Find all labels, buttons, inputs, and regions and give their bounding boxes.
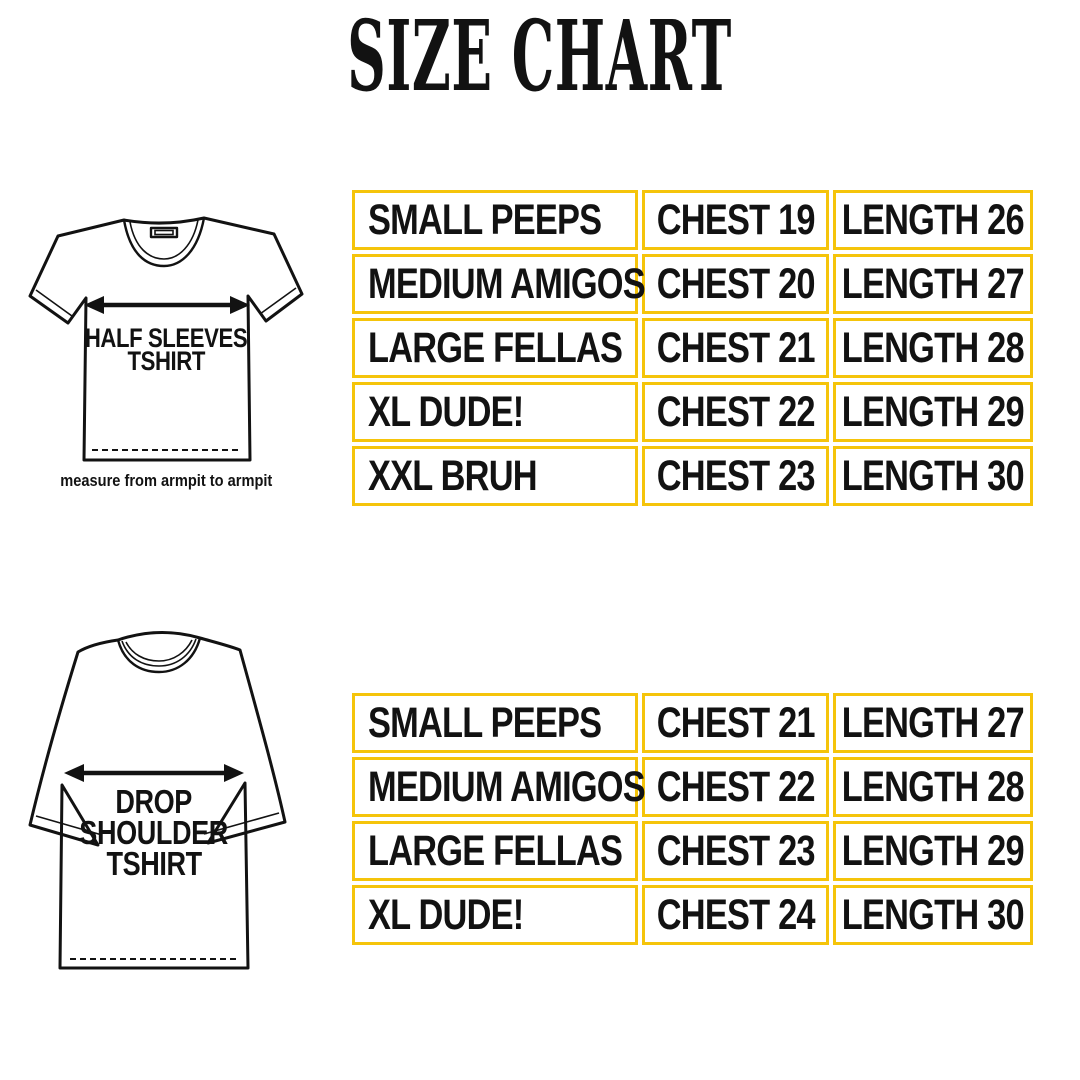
page-title bbox=[0, 0, 1080, 113]
measure-caption: measure from armpit to armpit bbox=[59, 471, 273, 490]
half-sleeves-label bbox=[46, 323, 286, 376]
table-cell-size: MEDIUM AMIGOS bbox=[352, 254, 638, 314]
drop-shoulder-label-line3: TSHIRT bbox=[106, 845, 202, 882]
table-cell-length: LENGTH 29 bbox=[833, 382, 1033, 442]
page-title-text: SIZE CHART bbox=[347, 0, 733, 113]
table-cell-size: XXL BRUH bbox=[352, 446, 638, 506]
half-sleeves-label-line1: HALF SLEEVES bbox=[84, 323, 248, 353]
table-cell-chest: CHEST 23 bbox=[642, 446, 829, 506]
table-cell-chest: CHEST 19 bbox=[642, 190, 829, 250]
drop-shoulder-label-line2: SHOULDER bbox=[79, 814, 229, 851]
table-cell-chest: CHEST 21 bbox=[642, 693, 829, 753]
drop-shoulder-label bbox=[34, 783, 274, 882]
table-cell-size: LARGE FELLAS bbox=[352, 318, 638, 378]
drop-shoulder-label-line1: DROP bbox=[115, 783, 193, 820]
table-cell-chest: CHEST 22 bbox=[642, 757, 829, 817]
table-cell-length: LENGTH 28 bbox=[833, 757, 1033, 817]
half-sleeves-label-line2: TSHIRT bbox=[127, 346, 205, 376]
table-cell-size: LARGE FELLAS bbox=[352, 821, 638, 881]
table-cell-length: LENGTH 28 bbox=[833, 318, 1033, 378]
table-cell-size: XL DUDE! bbox=[352, 382, 638, 442]
table-cell-chest: CHEST 24 bbox=[642, 885, 829, 945]
table-cell-size: SMALL PEEPS bbox=[352, 693, 638, 753]
size-table-half-sleeves bbox=[352, 190, 1033, 506]
table-cell-length: LENGTH 29 bbox=[833, 821, 1033, 881]
table-cell-length: LENGTH 27 bbox=[833, 693, 1033, 753]
table-cell-size: MEDIUM AMIGOS bbox=[352, 757, 638, 817]
table-cell-chest: CHEST 22 bbox=[642, 382, 829, 442]
table-cell-size: XL DUDE! bbox=[352, 885, 638, 945]
table-cell-chest: CHEST 23 bbox=[642, 821, 829, 881]
table-cell-length: LENGTH 26 bbox=[833, 190, 1033, 250]
table-cell-length: LENGTH 27 bbox=[833, 254, 1033, 314]
size-table-drop-shoulder bbox=[352, 693, 1033, 945]
table-cell-chest: CHEST 21 bbox=[642, 318, 829, 378]
table-cell-length: LENGTH 30 bbox=[833, 885, 1033, 945]
table-cell-length: LENGTH 30 bbox=[833, 446, 1033, 506]
table-cell-size: SMALL PEEPS bbox=[352, 190, 638, 250]
table-cell-chest: CHEST 20 bbox=[642, 254, 829, 314]
